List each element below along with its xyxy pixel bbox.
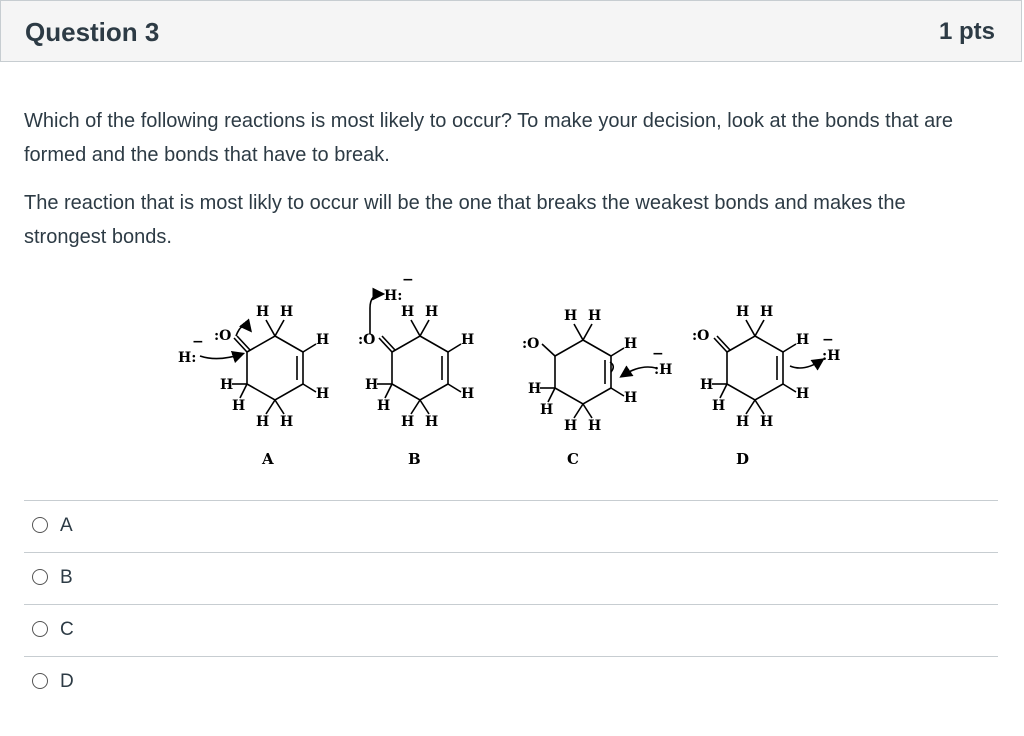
atom-label: H — [712, 398, 726, 414]
answer-option-c[interactable] — [24, 604, 998, 656]
structure-b-atoms — [358, 272, 474, 468]
atom-label: H — [736, 304, 750, 320]
radio-button-d[interactable] — [32, 673, 48, 689]
atom-label: H — [624, 336, 638, 352]
charge-label: − — [822, 332, 834, 348]
hydride-label: H: — [384, 288, 403, 304]
answer-option-b[interactable] — [24, 552, 998, 604]
question-header — [0, 0, 1022, 62]
question-title: Question 3 — [25, 17, 160, 47]
atom-label: H — [316, 332, 330, 348]
atom-label: H — [760, 414, 774, 430]
atom-label: H — [280, 414, 294, 430]
atom-label: H — [564, 418, 578, 434]
atom-label: H — [540, 402, 554, 418]
radio-button-c[interactable] — [32, 621, 48, 637]
question-prompt — [24, 104, 984, 268]
atom-label: H — [401, 304, 415, 320]
atom-label: H — [700, 377, 714, 393]
atom-label: H — [425, 304, 439, 320]
atom-label: H — [232, 398, 246, 414]
atom-label: H — [280, 304, 294, 320]
hydride-label: H: — [178, 350, 197, 366]
atom-label: H — [564, 308, 578, 324]
atom-label: H — [588, 418, 602, 434]
oxygen-label: :O — [214, 328, 232, 344]
structure-label-a: A — [262, 450, 274, 468]
structure-b — [370, 294, 461, 414]
answer-label-d[interactable]: D — [60, 671, 74, 692]
reaction-diagram — [170, 268, 870, 473]
atom-label: H — [528, 381, 542, 397]
answer-label-b[interactable]: B — [60, 567, 73, 588]
hydride-label: :H — [654, 362, 673, 378]
answer-option-d[interactable] — [24, 656, 998, 708]
atom-label: H — [220, 377, 234, 393]
answer-option-a[interactable] — [24, 500, 998, 552]
question-points: 1 pts — [938, 18, 995, 45]
structure-c — [540, 324, 656, 418]
hydride-label: :H — [822, 348, 841, 364]
reaction-figure — [170, 268, 870, 473]
atom-label: H — [461, 386, 475, 402]
answer-label-c[interactable]: C — [60, 619, 74, 640]
prompt-paragraph-1: Which of the following reactions is most likely to occur? To make your decision, look at the bonds that are formed and the bonds that have to break. — [24, 110, 953, 166]
atom-label: H — [760, 304, 774, 320]
radio-button-a[interactable] — [32, 517, 48, 533]
answer-label-a[interactable]: A — [60, 515, 73, 536]
atom-label: H — [796, 332, 810, 348]
atom-label: H — [401, 414, 415, 430]
radio-button-b[interactable] — [32, 569, 48, 585]
structure-label-d: D — [736, 450, 750, 468]
atom-label: H — [425, 414, 439, 430]
atom-label: H — [365, 377, 379, 393]
structure-d-atoms — [692, 304, 840, 468]
structure-label-c: C — [567, 450, 579, 468]
atom-label: H — [796, 386, 810, 402]
oxygen-label: :O — [358, 332, 376, 348]
atom-label: H — [736, 414, 750, 430]
oxygen-label: :O — [522, 336, 540, 352]
prompt-paragraph-2: The reaction that is most likly to occur will be the one that breaks the weakest bonds and makes the strongest bonds. — [24, 192, 906, 248]
atom-label: H — [316, 386, 330, 402]
charge-label: − — [402, 272, 414, 288]
structure-label-b: B — [408, 450, 421, 468]
charge-label: − — [652, 346, 664, 362]
atom-label: H — [377, 398, 391, 414]
atom-label: H — [624, 390, 638, 406]
atom-label: H — [256, 304, 270, 320]
oxygen-label: :O — [692, 328, 710, 344]
charge-label: − — [192, 334, 204, 350]
atom-label: H — [256, 414, 270, 430]
answer-list — [24, 500, 998, 708]
atom-label: H — [588, 308, 602, 324]
atom-label: H — [461, 332, 475, 348]
